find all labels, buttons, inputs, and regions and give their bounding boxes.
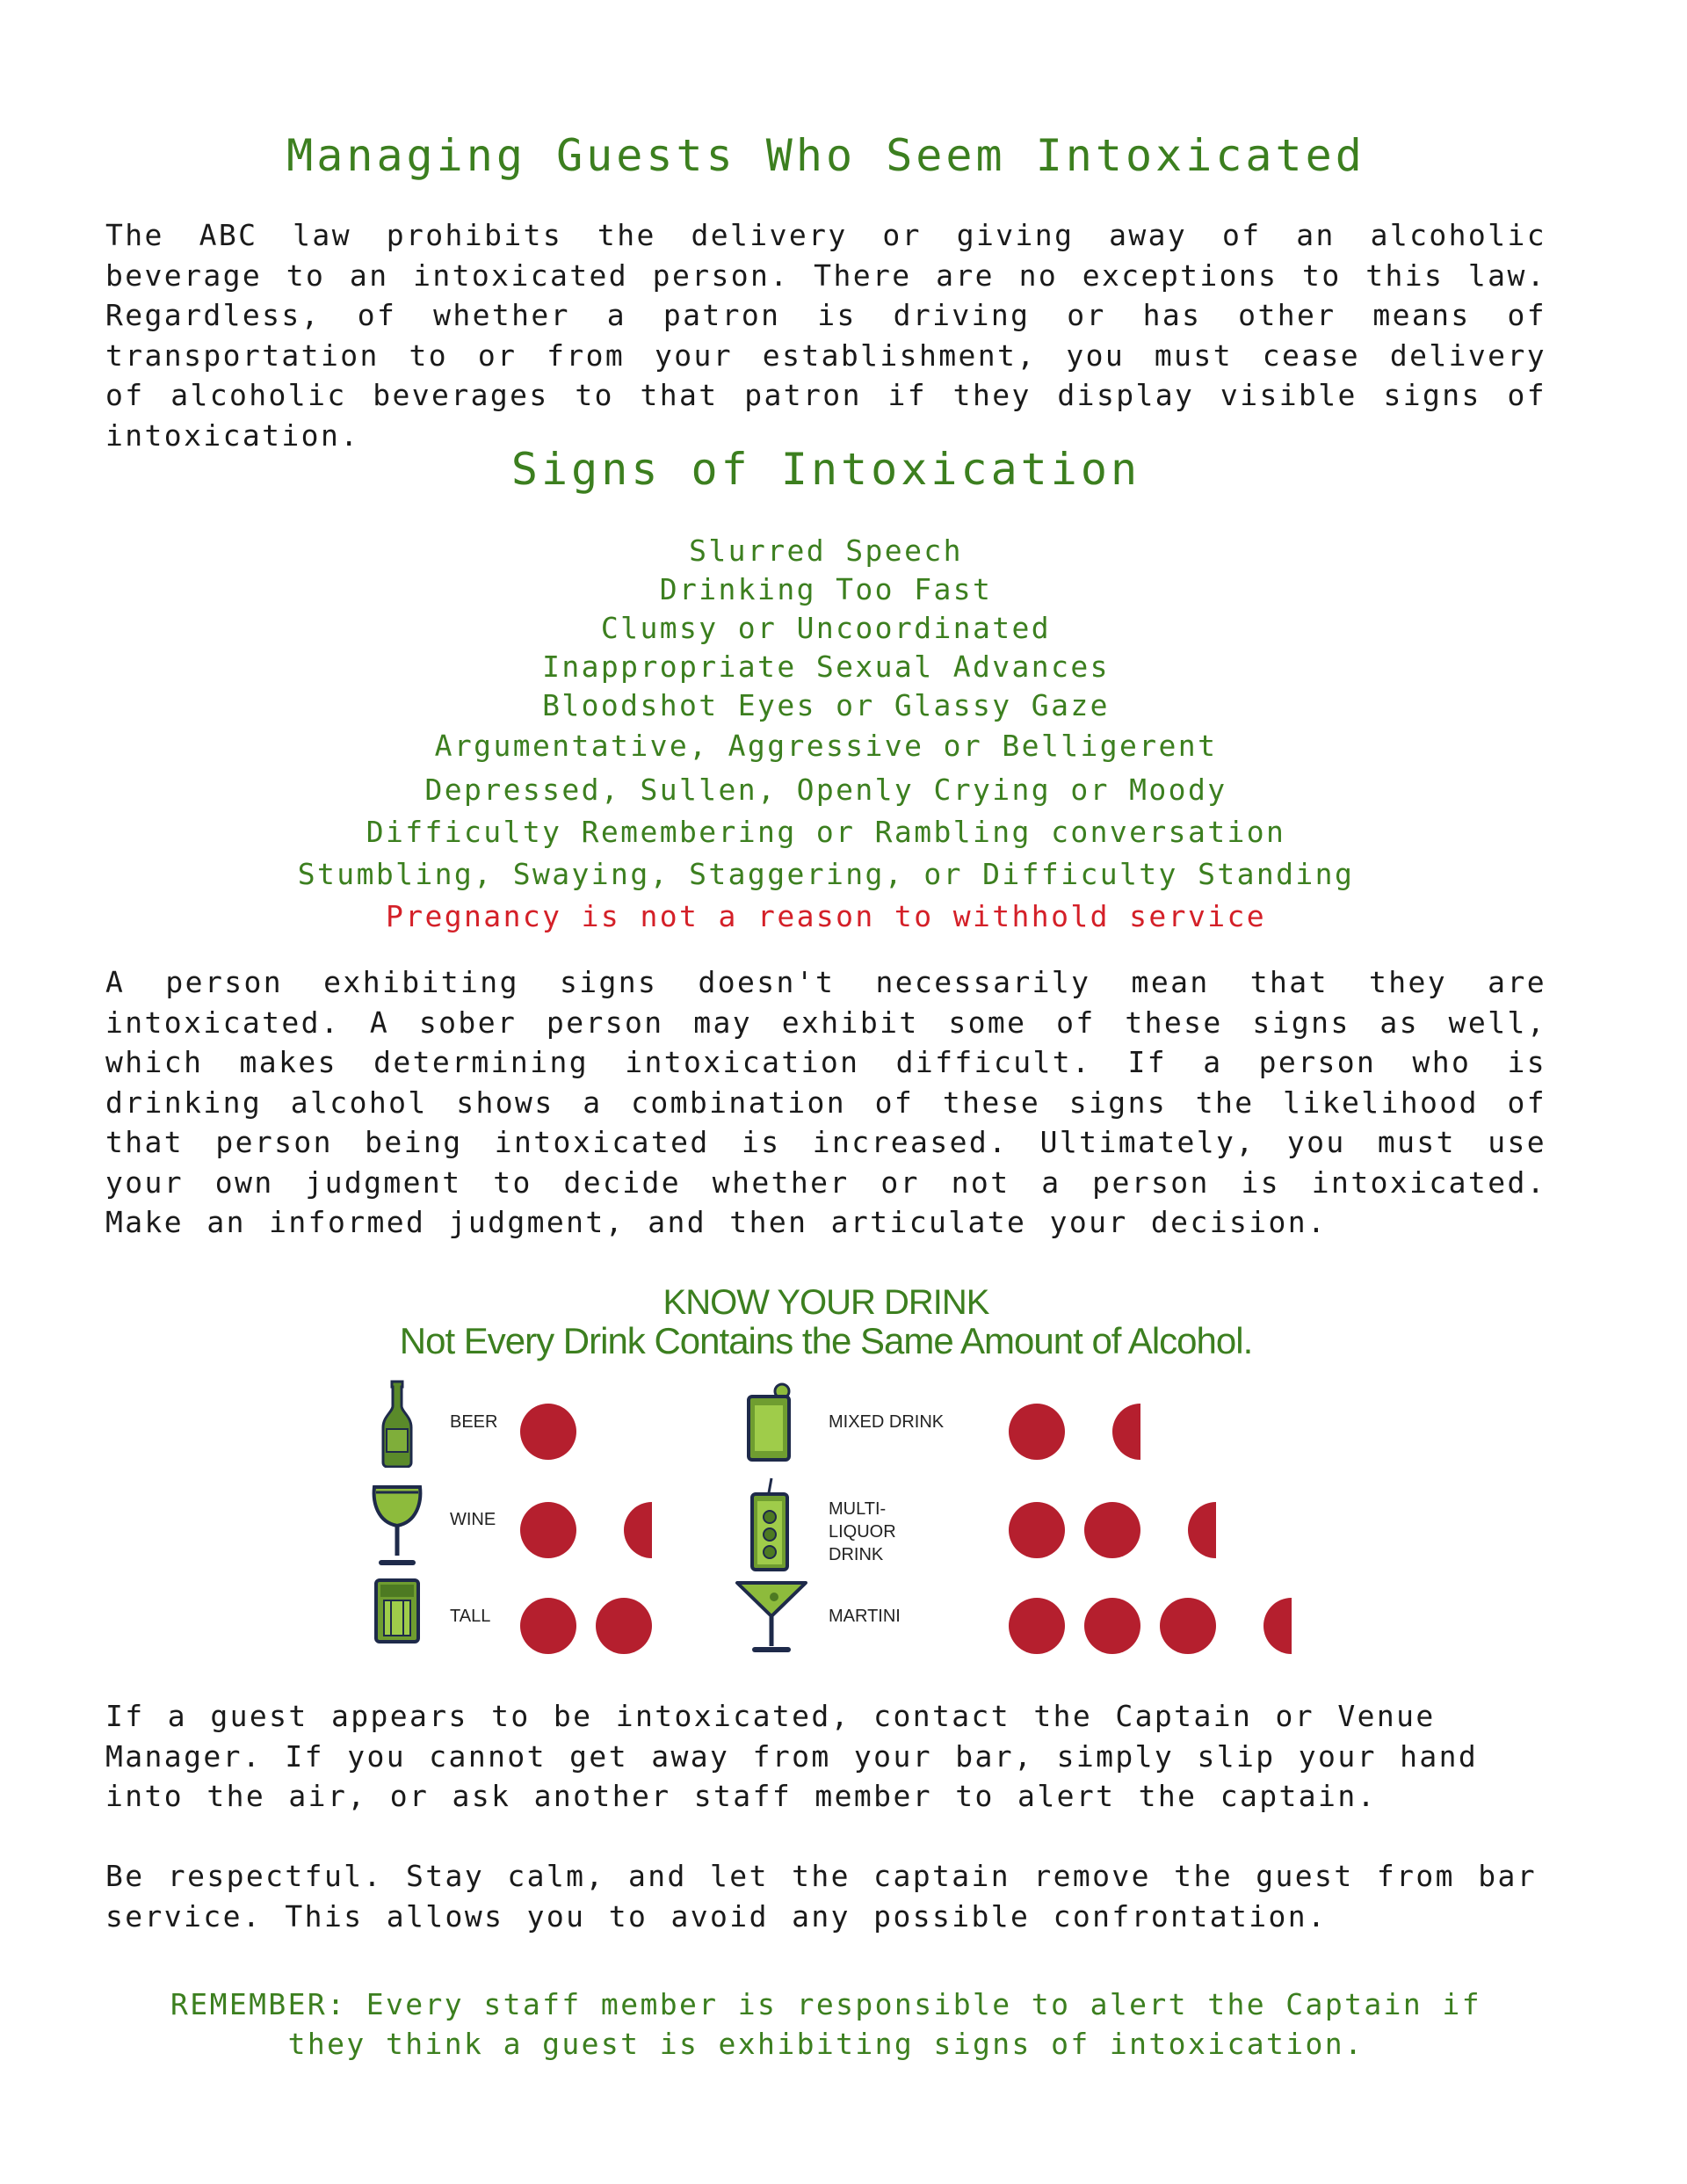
sign-item: Slurred Speech (689, 533, 963, 568)
drink-label-multi-liquor-text: MULTI-LIQUOR DRINK (829, 1499, 896, 1564)
wine-glass-icon (369, 1484, 425, 1568)
signs-heading: Signs of Intoxication (510, 444, 1141, 495)
serving-dot (520, 1502, 576, 1558)
sign-item: Drinking Too Fast (659, 572, 993, 606)
drink-label-wine: WINE (450, 1510, 496, 1529)
sign-item: Depressed, Sullen, Openly Crying or Moody (424, 773, 1227, 807)
serving-half-dot (624, 1502, 652, 1558)
contact-paragraph: If a guest appears to be intoxicated, contact the Captain or Venue Manager. If you cannot get away from your bar, simply slip your hand into the air, or ask another staff member to alert the captain. (105, 1699, 1479, 1813)
sign-item: Stumbling, Swaying, Staggering, or Difficulty Standing (297, 857, 1355, 891)
sign-item: Bloodshot Eyes or Glassy Gaze (542, 688, 1110, 722)
serving-dot (1009, 1598, 1065, 1654)
serving-dot (520, 1598, 576, 1654)
know-your-drink-title: KNOW YOUR DRINK (662, 1283, 989, 1322)
serving-dot (1084, 1502, 1140, 1558)
remember-note: REMEMBER: Every staff member is responsible to alert the Captain if they think a guest is exhibiting signs of intoxication. (170, 1987, 1481, 2061)
serving-dot (520, 1404, 576, 1460)
sign-item: Clumsy or Uncoordinated (600, 611, 1052, 645)
drink-label-multi-liquor (829, 1498, 952, 1566)
serving-dot (1084, 1598, 1140, 1654)
drink-label-martini: MARTINI (829, 1607, 901, 1626)
serving-dot (1009, 1404, 1065, 1460)
beer-bottle-icon (378, 1380, 416, 1468)
drink-label-beer: BEER (450, 1412, 498, 1432)
know-your-drink-subtitle: Not Every Drink Contains the Same Amount of Alcohol. (399, 1320, 1253, 1361)
respect-paragraph: Be respectful. Stay calm, and let the captain remove the guest from bar service. This allows you to avoid any possible confrontation. (105, 1859, 1538, 1934)
judgment-paragraph: A person exhibiting signs doesn't necessarily mean that they are intoxicated. A sober person may exhibit some of these signs as well, which makes determining intoxication difficult. If a person who is drinking alcohol shows a combination of these signs the likelihood of that person being intoxicated is increased. Ultimately, you must use your own judgment to decide whether or not a person is intoxicated. Make an informed judgment, and then articulate your decision. (105, 965, 1546, 1239)
serving-dot (1160, 1598, 1216, 1654)
sign-item: Difficulty Remembering or Rambling conversation (366, 815, 1286, 849)
multi-liquor-drink-icon (749, 1477, 791, 1573)
drink-label-mixed-drink: MIXED DRINK (829, 1412, 945, 1432)
serving-dot (1009, 1502, 1065, 1558)
serving-half-dot (1188, 1502, 1216, 1558)
page-title: Managing Guests Who Seem Intoxicated (286, 130, 1365, 181)
serving-half-dot (1263, 1598, 1292, 1654)
mixed-drink-icon (745, 1382, 793, 1463)
martini-glass-icon (734, 1579, 809, 1655)
serving-dot (596, 1598, 652, 1654)
pregnancy-note: Pregnancy is not a reason to withhold service (385, 899, 1267, 933)
intro-paragraph: The ABC law prohibits the delivery or giving away of an alcoholic beverage to an intoxicated person. There are no exceptions to this law. Regardless, of whether a patron is driving or has other means of transportation to or from your establishment, you must cease delivery of alcoholic beverages to that patron if they display visible signs of intoxication. (105, 218, 1546, 453)
sign-item: Inappropriate Sexual Advances (542, 649, 1110, 684)
tall-glass-icon (373, 1578, 421, 1644)
drink-label-tall: TALL (450, 1607, 491, 1626)
serving-half-dot (1112, 1404, 1140, 1460)
sign-item: Argumentative, Aggressive or Belligerent (434, 729, 1218, 763)
